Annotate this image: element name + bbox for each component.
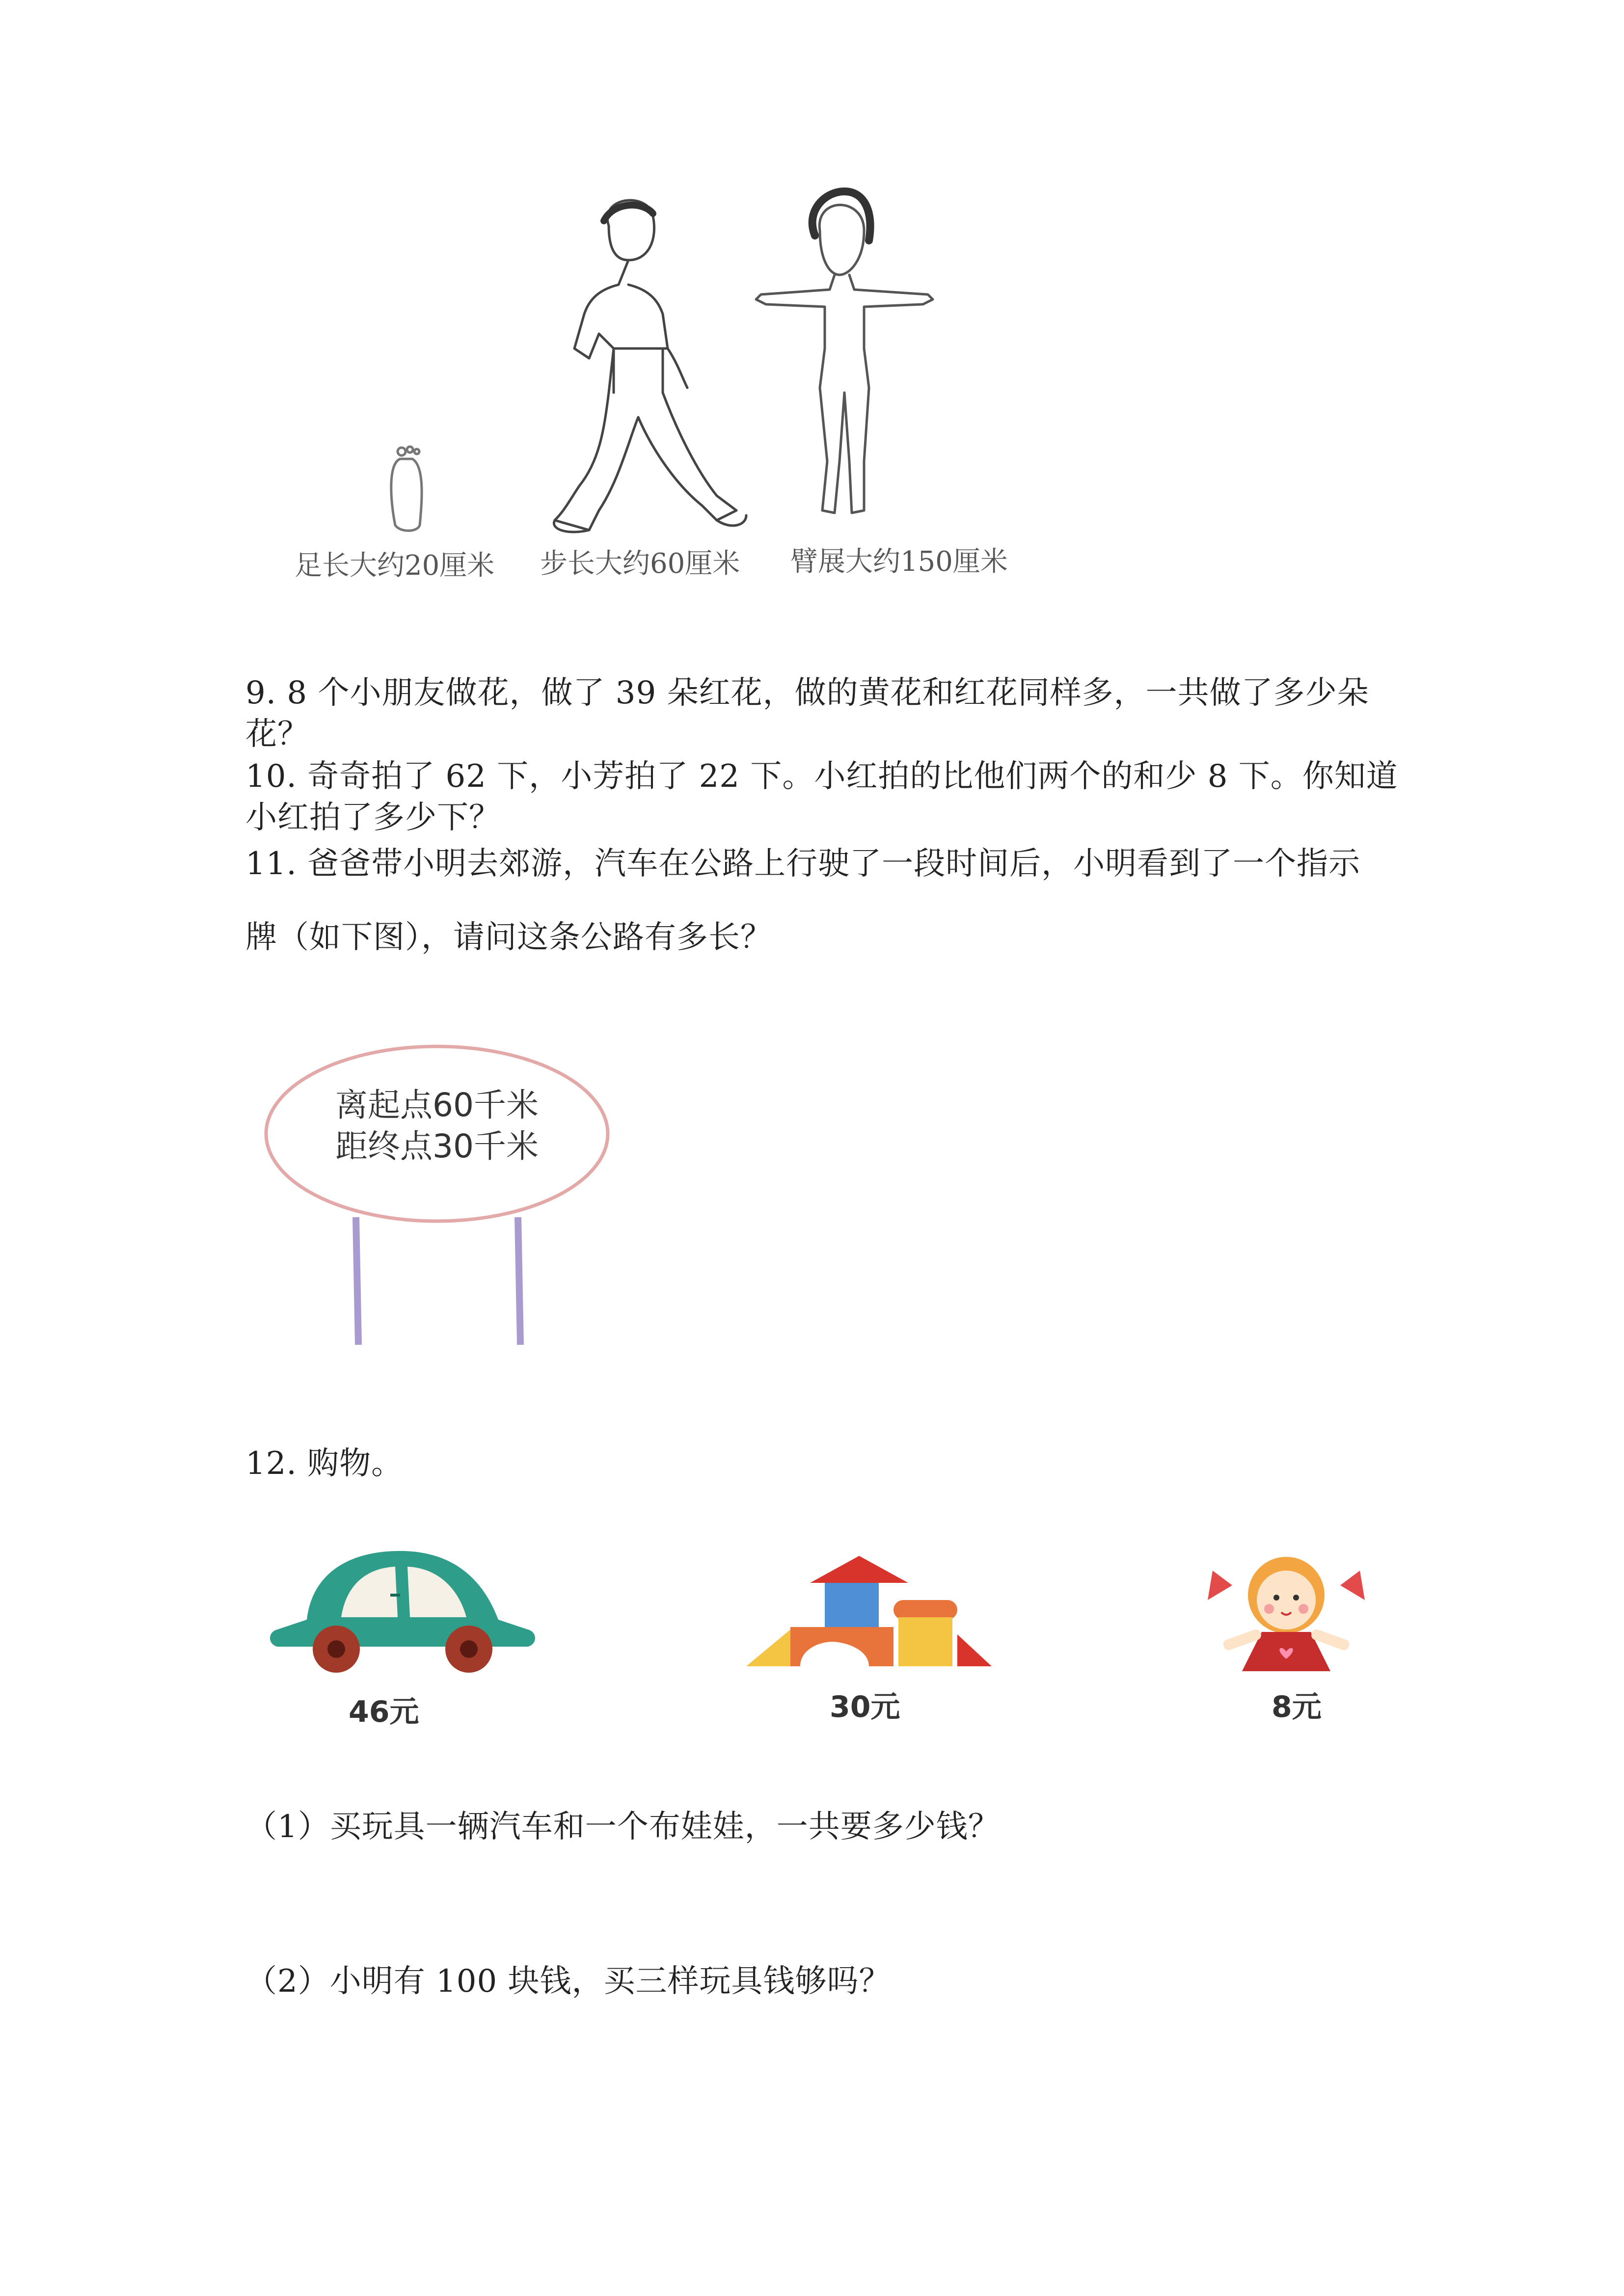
question-11-line-1: 11. 爸爸带小明去郊游，汽车在公路上行驶了一段时间后，小明看到了一个指示 — [245, 846, 1361, 882]
question-9 — [245, 672, 1369, 755]
walking-man-icon — [554, 200, 746, 532]
price-car: 46元 — [349, 1695, 419, 1729]
price-blocks: 30元 — [830, 1690, 900, 1724]
sign-line-start: 离起点60千米 — [335, 1086, 539, 1124]
foot-icon — [391, 447, 422, 531]
body-measure-illustration — [275, 187, 1060, 589]
question-9-line-1: 9. 8 个小朋友做花，做了 39 朵红花，做的黄花和红花同样多，一共做了多少朵 — [245, 675, 1369, 711]
question-11-line-2: 牌（如下图），请问这条公路有多长？ — [245, 919, 772, 956]
question-9-line-2: 花？ — [245, 716, 309, 752]
question-10-line-1: 10. 奇奇拍了 62 下，小芳拍了 22 下。小红拍的比他们两个的和少 8 下。你知道 — [245, 758, 1398, 795]
toy-car-icon — [263, 1546, 542, 1679]
question-10-line-2: 小红拍了多少下？ — [245, 800, 501, 836]
price-doll: 8元 — [1272, 1690, 1322, 1724]
question-12-part-1: （1）买玩具一辆汽车和一个布娃娃，一共要多少钱？ — [245, 1809, 1000, 1845]
question-11 — [245, 843, 1360, 958]
sign-line-end: 距终点30千米 — [335, 1127, 539, 1165]
doll-icon — [1203, 1551, 1370, 1679]
caption-arm-span: 臂展大约150厘米 — [790, 546, 1008, 578]
question-12-part-2: （2）小明有 100 块钱，买三样玩具钱够吗？ — [245, 1963, 891, 2000]
question-12-title: 12. 购物。 — [245, 1445, 404, 1482]
toy-blocks-icon — [746, 1556, 1001, 1674]
girl-arm-span-icon — [756, 191, 933, 513]
caption-foot-length: 足长大约20厘米 — [295, 550, 495, 582]
road-sign-text — [295, 1085, 579, 1167]
caption-step-length: 步长大约60厘米 — [540, 548, 740, 580]
question-10 — [245, 756, 1398, 838]
